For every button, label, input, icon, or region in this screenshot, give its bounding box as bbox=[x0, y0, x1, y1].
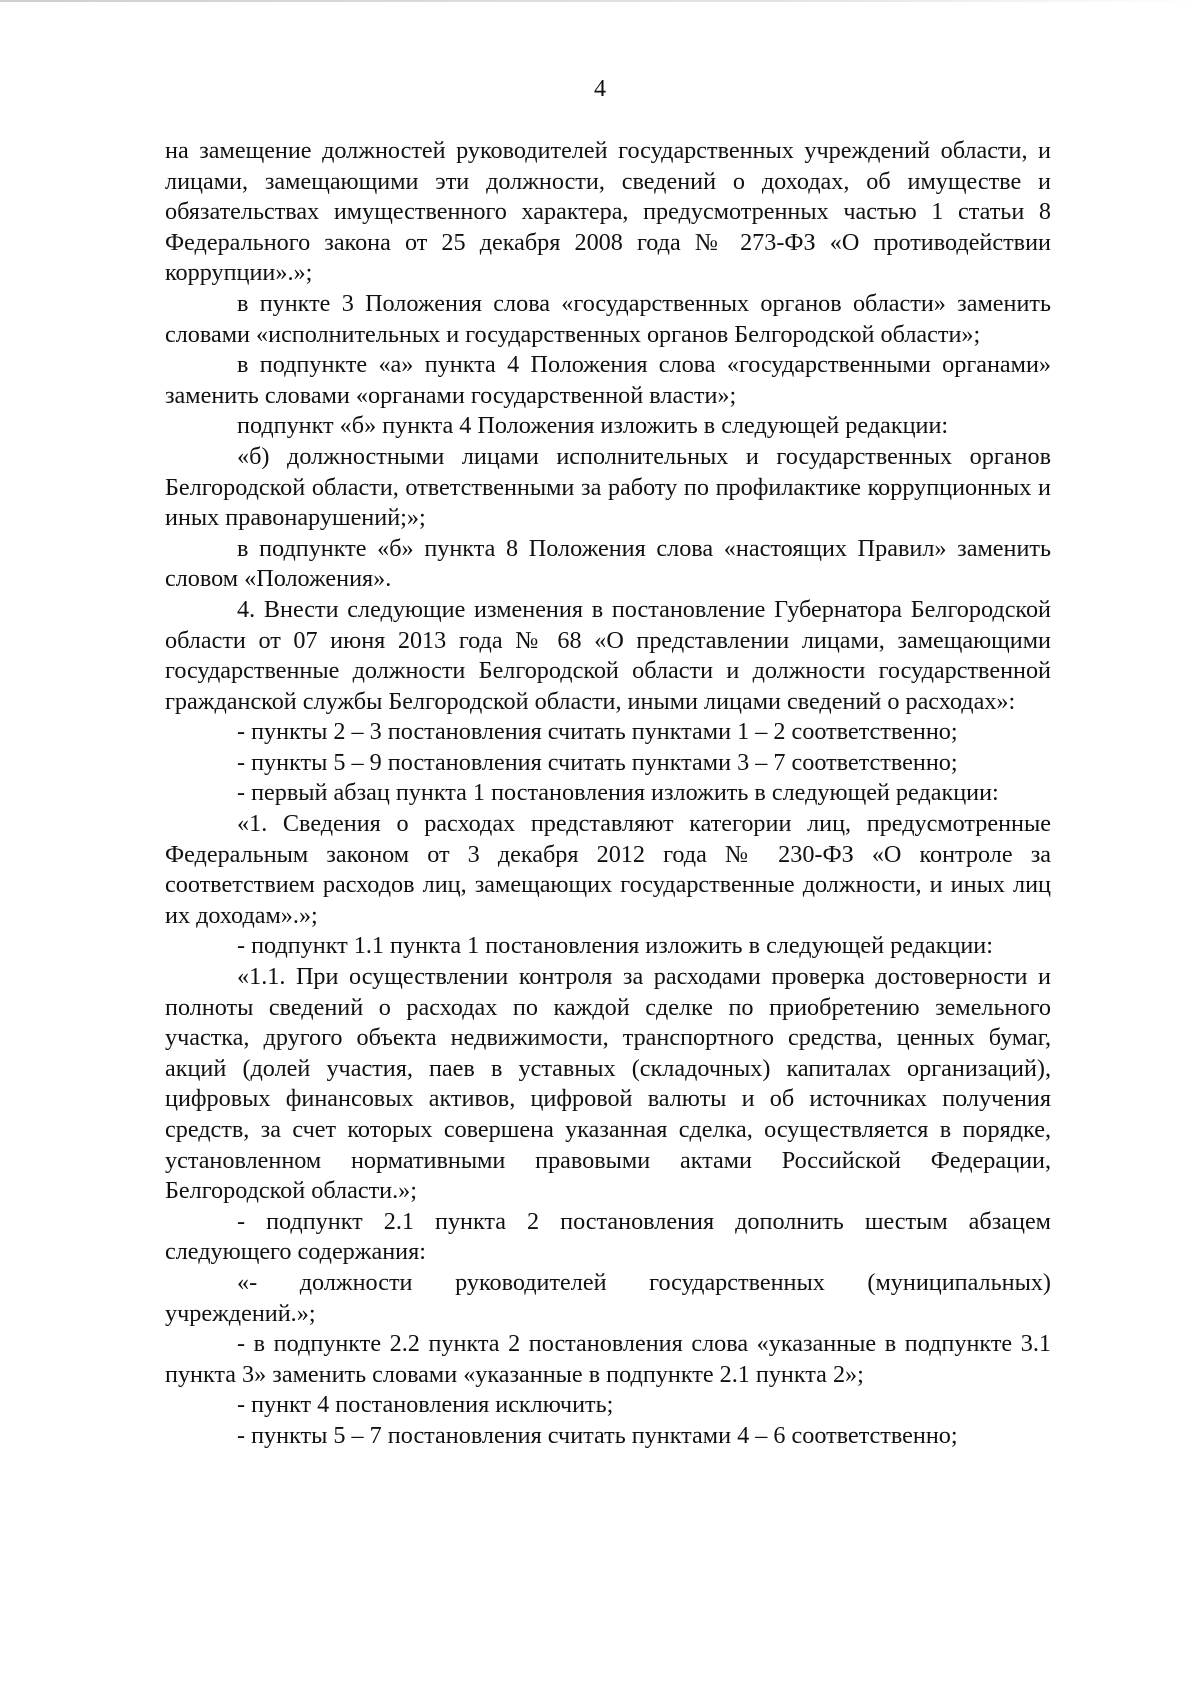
paragraph: в пункте 3 Положения слова «государственных органов области» заменить словами «исполнительных и государственных органов Белгородской области»; bbox=[165, 289, 1051, 348]
list-item: - в подпункте 2.2 пункта 2 постановления слова «указанные в подпункте 3.1 пункта 3» заменить словами «указанные в подпункте 2.1 пункта 2»; bbox=[165, 1330, 1051, 1388]
paragraph: «1. Сведения о расходах представляют категории лиц, предусмотренные Федеральным законом от 3 декабря 2012 года № 230-ФЗ «О контроле за соответствием расходов лиц, замещающих государственные должности, и иных лиц их доходам».»; bbox=[165, 810, 1051, 929]
list-item: - подпункт 2.1 пункта 2 постановления дополнить шестым абзацем следующего содержания: bbox=[165, 1207, 1051, 1266]
paragraph: 4. Внести следующие изменения в постановление Губернатора Белгородской области от 07 июня 2013 года № 68 «О представлении лицами, замещающими государственные должности Белгородской области и должности государственной гражданской службы Белгородской области, иными лицами сведений о расходах»: bbox=[165, 595, 1051, 715]
paragraph: в подпункте «б» пункта 8 Положения слова «настоящих Правил» заменить словом «Положения». bbox=[165, 534, 1051, 593]
list-item: - пункт 4 постановления исключить; bbox=[237, 1391, 614, 1419]
list-item: - первый абзац пункта 1 постановления изложить в следующей редакции: bbox=[237, 779, 999, 807]
list-item: - пункты 2 – 3 постановления считать пунктами 1 – 2 соответственно; bbox=[237, 718, 958, 746]
paragraph: подпункт «б» пункта 4 Положения изложить в следующей редакции: bbox=[237, 412, 949, 440]
document-body bbox=[165, 136, 1051, 1452]
paragraph: «- должности руководителей государственных (муниципальных) учреждений.»; bbox=[165, 1268, 1051, 1327]
scan-top-edge bbox=[0, 0, 1200, 2]
list-item: - пункты 5 – 7 постановления считать пунктами 4 – 6 соответственно; bbox=[237, 1421, 958, 1449]
paragraph: «б) должностными лицами исполнительных и государственных органов Белгородской области, ответственными за работу по профилактике коррупционных и иных правонарушений;»; bbox=[165, 442, 1051, 532]
paragraph: «1.1. При осуществлении контроля за расходами проверка достоверности и полноты сведений о расходах по каждой сделке по приобретению земельного участка, другого объекта недвижимости, транспортного средства, ценных бумаг, акций (долей участия, паев в уставных (складочных) капиталах организаций), цифровых финансовых активов, цифровой валюты и об источниках получения средств, за счет которых совершена указанная сделка, осуществляется в порядке, установленном нормативными правовыми актами Российской Федерации, Белгородской области.»; bbox=[165, 963, 1051, 1205]
page-number: 4 bbox=[594, 76, 606, 102]
list-item: - подпункт 1.1 пункта 1 постановления изложить в следующей редакции: bbox=[237, 932, 993, 960]
list-item: - пункты 5 – 9 постановления считать пунктами 3 – 7 соответственно; bbox=[237, 748, 958, 776]
paragraph: в подпункте «а» пункта 4 Положения слова «государственными органами» заменить словами «органами государственной власти»; bbox=[165, 351, 1051, 409]
paragraph: на замещение должностей руководителей государственных учреждений области, и лицами, замещающими эти должности, сведений о доходах, об имуществе и обязательствах имущественного характера, предусмотренных частью 1 статьи 8 Федерального закона от 25 декабря 2008 года № 273-ФЗ «О противодействии коррупции».»; bbox=[165, 137, 1051, 287]
